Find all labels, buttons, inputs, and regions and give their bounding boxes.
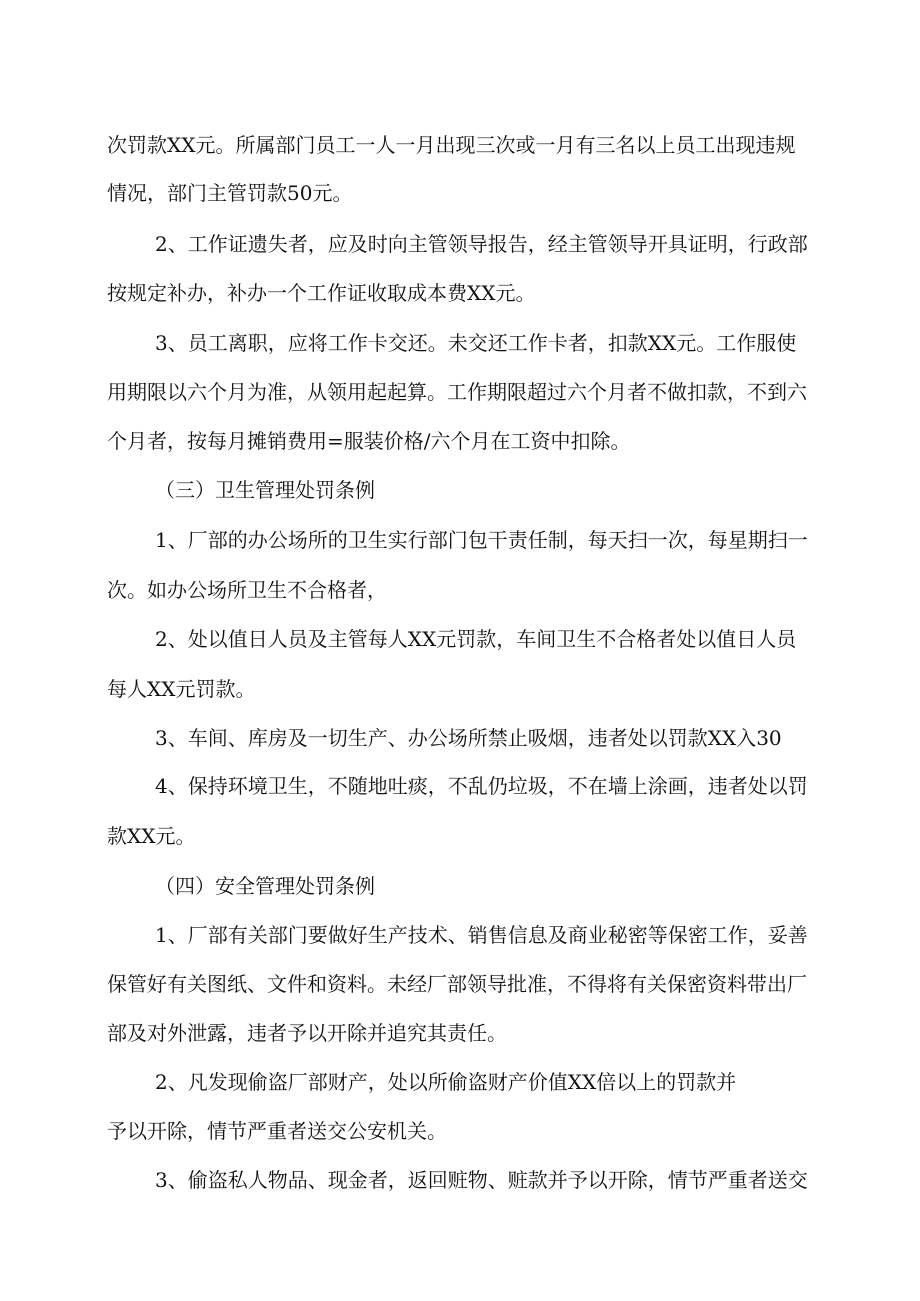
paragraph-line: 3、偷盗私人物品、现金者，返回赃物、赃款并予以开除，情节严重者送交 xyxy=(155,1168,808,1192)
paragraph-line: 3、车间、库房及一切生产、办公场所禁止吸烟，违者处以罚款XX入30 xyxy=(155,726,782,750)
paragraph-line: 次罚款XX元。所属部门员工一人一月出现三次或一月有三名以上员工出现违规 xyxy=(107,133,796,157)
section-heading: （三）卫生管理处罚条例 xyxy=(155,478,375,502)
paragraph-line: 2、处以值日人员及主管每人XX元罚款，车间卫生不合格者处以值日人员 xyxy=(155,627,797,651)
paragraph-line: 1、厂部有关部门要做好生产技术、销售信息及商业秘密等保密工作，妥善 xyxy=(155,923,808,947)
paragraph-line: 部及对外泄露，违者予以开除并追究其责任。 xyxy=(107,1021,507,1045)
paragraph-line: 情况，部门主管罚款50元。 xyxy=(107,181,353,205)
paragraph-line: 按规定补办，补办一个工作证收取成本费XX元。 xyxy=(107,281,536,305)
paragraph-line: 1、厂部的办公场所的卫生实行部门包干责任制，每天扫一次，每星期扫一 xyxy=(155,528,808,552)
paragraph-line: 2、工作证遗失者，应及时向主管领导报告，经主管领导开具证明，行政部 xyxy=(155,232,808,256)
paragraph-line: 次。如办公场所卫生不合格者， xyxy=(107,578,387,602)
section-heading: （四）安全管理处罚条例 xyxy=(155,874,375,898)
paragraph-line: 予以开除，情节严重者送交公安机关。 xyxy=(107,1119,447,1143)
paragraph-line: 用期限以六个月为准，从领用起起算。工作期限超过六个月者不做扣款，不到六 xyxy=(107,380,807,404)
paragraph-line: 3、员工离职，应将工作卡交还。未交还工作卡者，扣款XX元。工作服使 xyxy=(155,331,797,355)
paragraph-line: 2、凡发现偷盗厂部财产，处以所偷盗财产价值XX倍以上的罚款并 xyxy=(155,1070,737,1094)
paragraph-line: 每人XX元罚款。 xyxy=(107,677,256,701)
paragraph-line: 4、保持环境卫生，不随地吐痰，不乱仍垃圾，不在墙上涂画，违者处以罚 xyxy=(155,774,808,798)
paragraph-line: 保管好有关图纸、文件和资料。未经厂部领导批准，不得将有关保密资料带出厂 xyxy=(107,972,807,996)
paragraph-line: 款XX元。 xyxy=(107,824,196,848)
paragraph-line: 个月者，按每月摊销费用=服装价格/六个月在工资中扣除。 xyxy=(107,429,631,453)
